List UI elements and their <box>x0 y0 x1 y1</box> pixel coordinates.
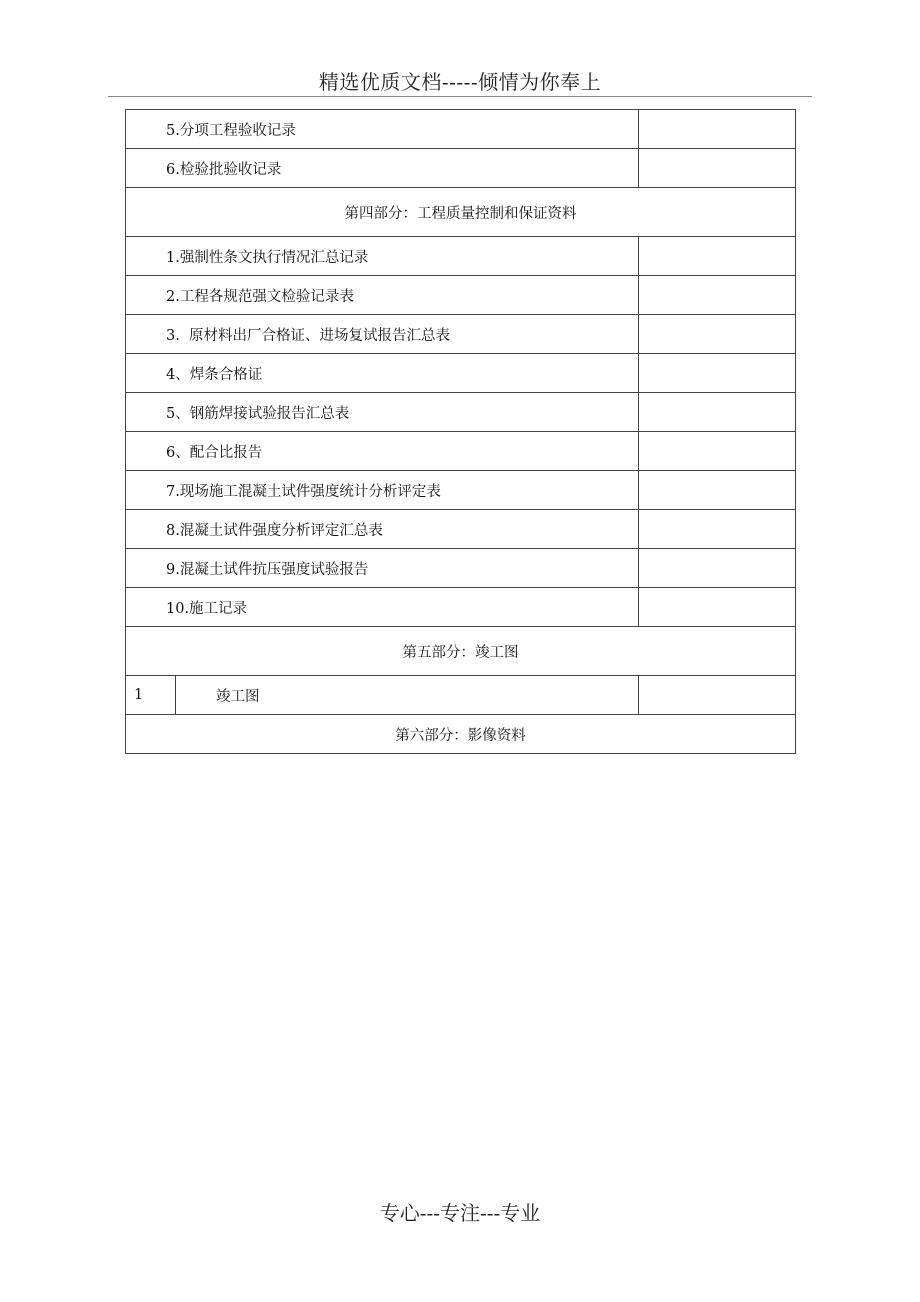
item-label: 10.施工记录 <box>126 588 639 627</box>
item-value-cell <box>639 676 796 715</box>
table-row <box>126 393 796 432</box>
table-row <box>126 510 796 549</box>
item-value-cell <box>639 432 796 471</box>
section-heading-5: 第五部分：竣工图 <box>126 627 796 676</box>
item-value-cell <box>639 510 796 549</box>
item-value-cell <box>639 315 796 354</box>
section-heading-row <box>126 188 796 237</box>
table-row <box>126 315 796 354</box>
item-value-cell <box>639 149 796 188</box>
table-row <box>126 432 796 471</box>
section-heading-6: 第六部分：影像资料 <box>126 715 796 754</box>
table-row <box>126 676 796 715</box>
item-value-cell <box>639 237 796 276</box>
item-label: 5.分项工程验收记录 <box>126 110 639 149</box>
item-label: 7.现场施工混凝土试件强度统计分析评定表 <box>126 471 639 510</box>
item-value-cell <box>639 354 796 393</box>
item-value-cell <box>639 549 796 588</box>
item-value-cell <box>639 471 796 510</box>
item-value-cell <box>639 110 796 149</box>
section-heading-row <box>126 715 796 754</box>
item-label: 3. 原材料出厂合格证、进场复试报告汇总表 <box>126 315 639 354</box>
header-divider <box>108 96 812 97</box>
item-label: 6、配合比报告 <box>126 432 639 471</box>
section-heading-4: 第四部分：工程质量控制和保证资料 <box>126 188 796 237</box>
section-heading-row <box>126 627 796 676</box>
table-row <box>126 471 796 510</box>
table-row <box>126 237 796 276</box>
item-label: 6.检验批验收记录 <box>126 149 639 188</box>
table-row <box>126 549 796 588</box>
document-table <box>125 109 796 754</box>
item-value-cell <box>639 393 796 432</box>
item-label: 9.混凝土试件抗压强度试验报告 <box>126 549 639 588</box>
item-label: 竣工图 <box>176 676 639 715</box>
item-label: 5、钢筋焊接试验报告汇总表 <box>126 393 639 432</box>
item-value-cell <box>639 276 796 315</box>
item-value-cell <box>639 588 796 627</box>
table-row <box>126 588 796 627</box>
item-label: 1.强制性条文执行情况汇总记录 <box>126 237 639 276</box>
table-row <box>126 276 796 315</box>
page-footer-text: 专心---专注---专业 <box>379 1201 541 1225</box>
page-header-title: 精选优质文档-----倾情为你奉上 <box>318 70 602 94</box>
table-row <box>126 149 796 188</box>
item-label: 4、焊条合格证 <box>126 354 639 393</box>
item-label: 2.工程各规范强文检验记录表 <box>126 276 639 315</box>
item-number: 1 <box>126 676 176 715</box>
item-label: 8.混凝土试件强度分析评定汇总表 <box>126 510 639 549</box>
table-row <box>126 110 796 149</box>
table-row <box>126 354 796 393</box>
